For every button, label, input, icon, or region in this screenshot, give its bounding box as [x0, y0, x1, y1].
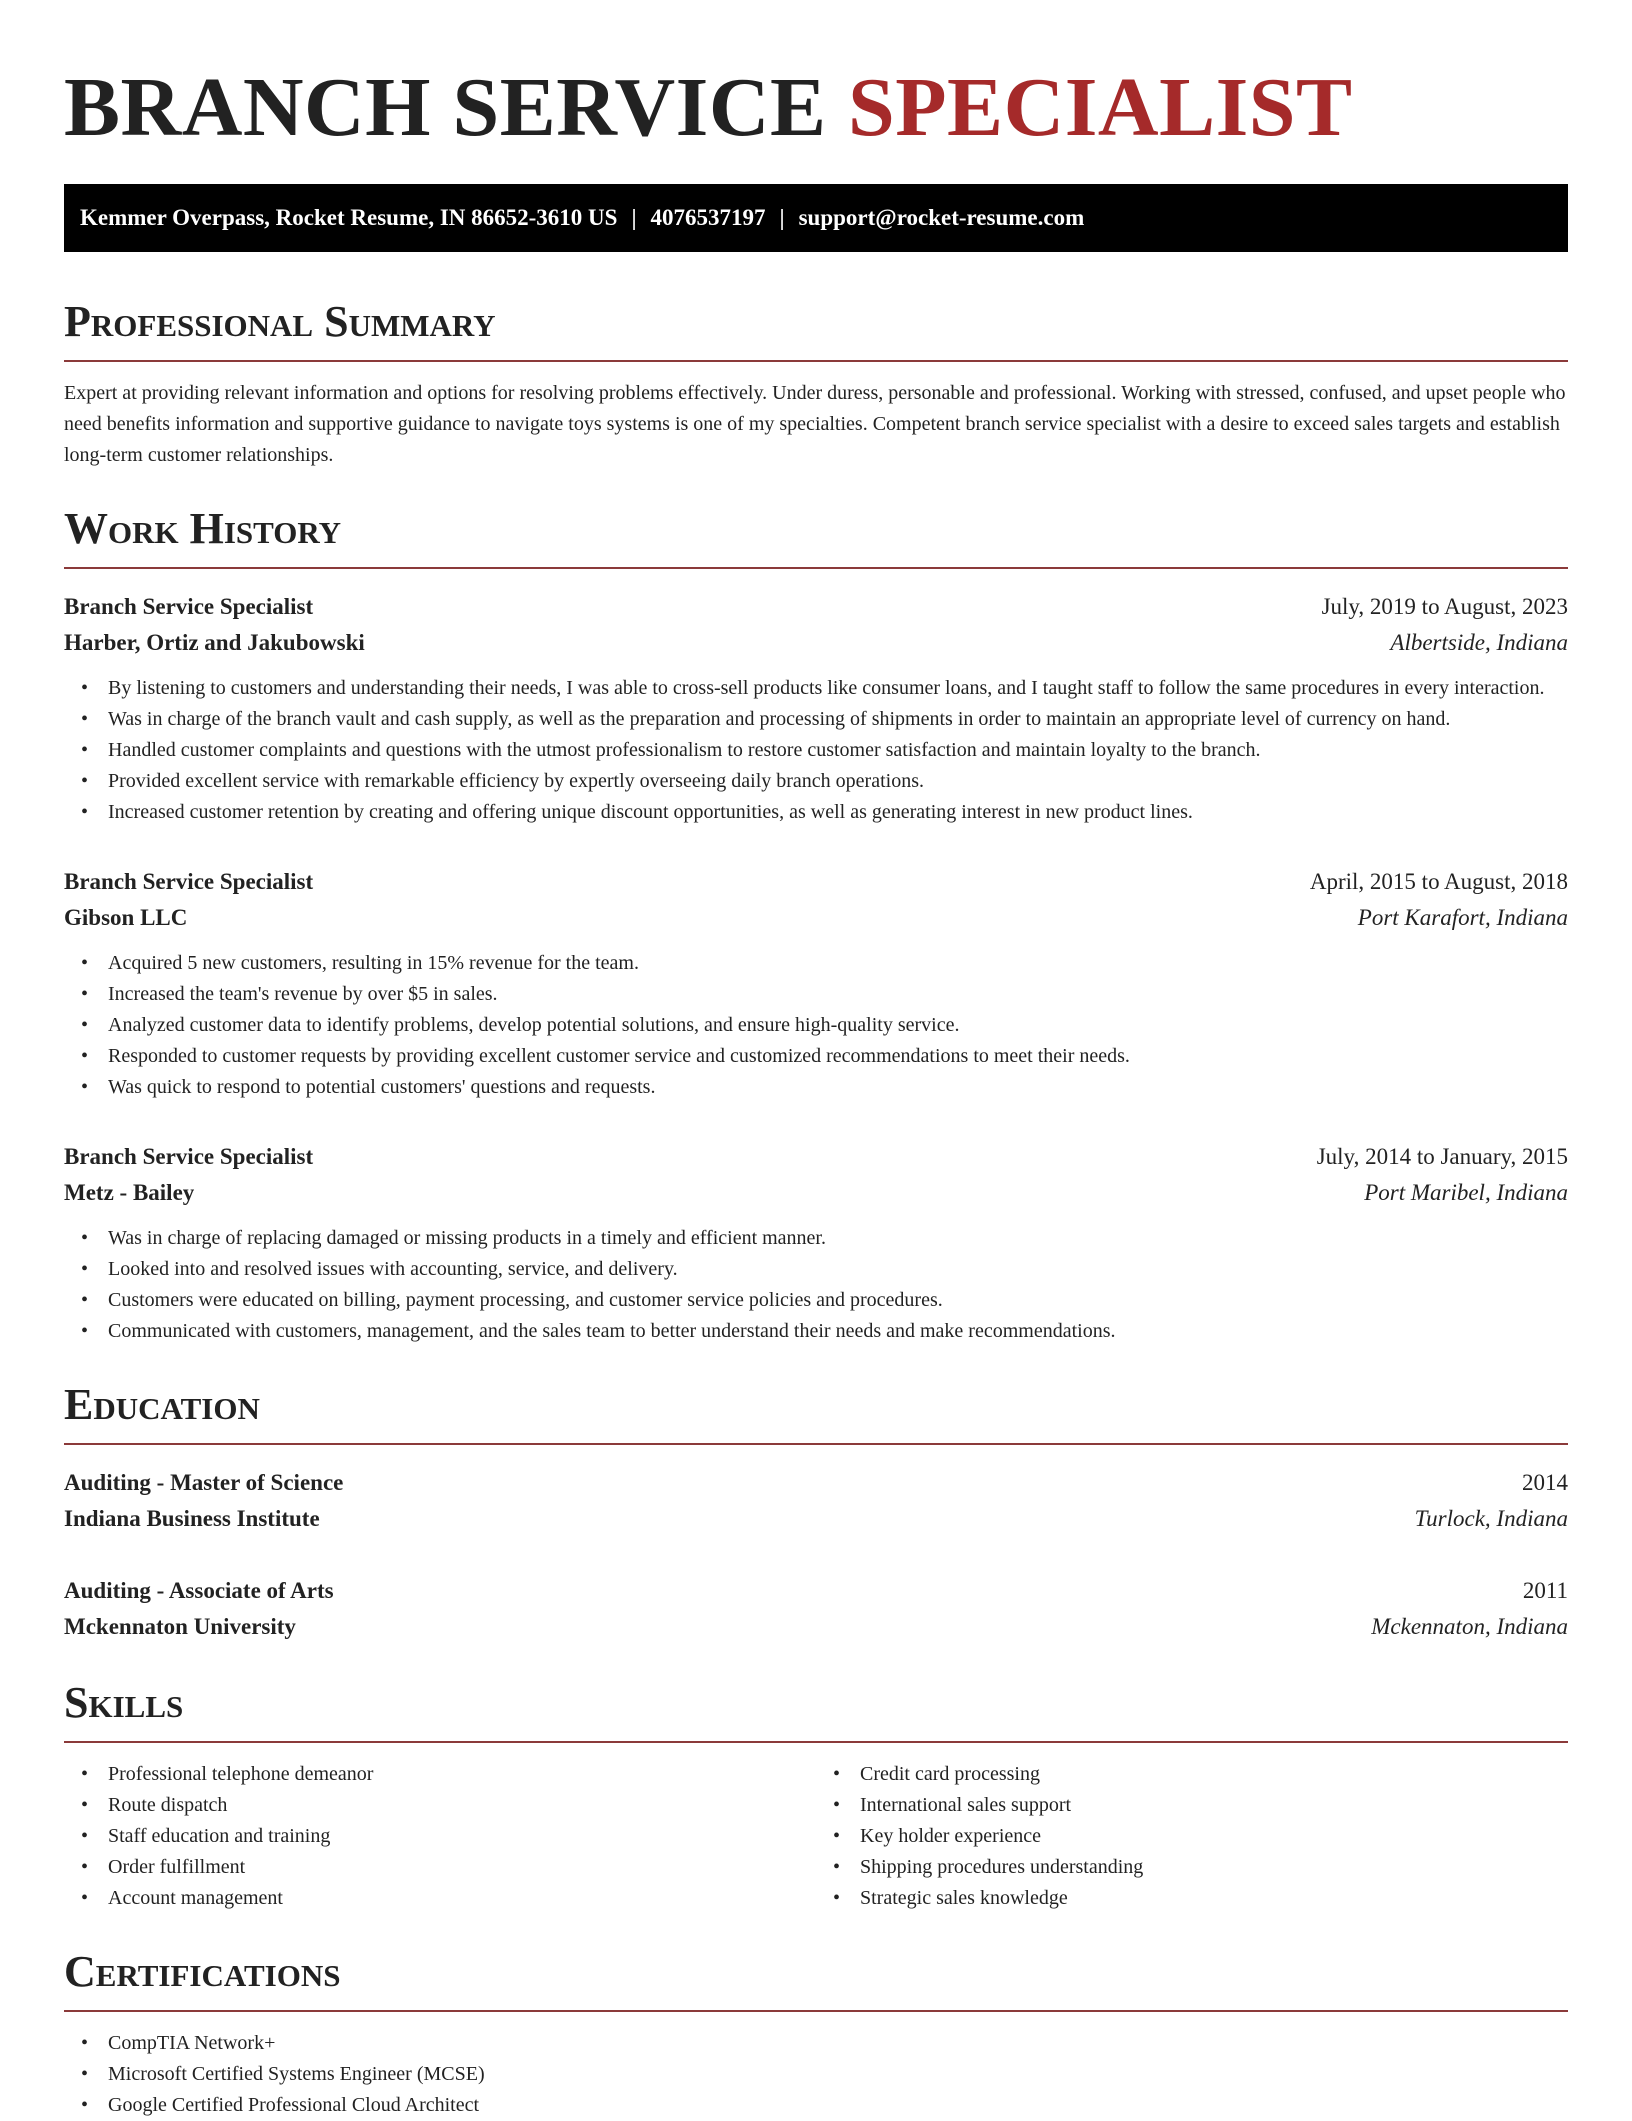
certification-item: • CompTIA Network+ — [108, 2028, 1568, 2059]
job-location: Port Maribel, Indiana — [1364, 1180, 1568, 1205]
contact-bar — [64, 184, 1568, 252]
job-header-row — [64, 589, 1568, 625]
education-year: 2011 — [1522, 1578, 1568, 1603]
job-company-row — [64, 1175, 1568, 1211]
job-entry — [64, 864, 1568, 1103]
job-bullet: • Handled customer complaints and questions with the utmost professionalism to restore customer satisfaction and maintain loyalty to the branch. — [108, 735, 1568, 766]
education-degree: Auditing - Master of Science — [64, 1470, 344, 1495]
job-company: Harber, Ortiz and Jakubowski — [64, 630, 365, 655]
section-divider — [64, 1443, 1568, 1445]
education-school: Indiana Business Institute — [64, 1506, 320, 1531]
skill-item: • Key holder experience — [860, 1821, 1568, 1852]
education-degree-row — [64, 1573, 1568, 1609]
section-divider — [64, 360, 1568, 362]
contact-email: support@rocket-resume.com — [798, 205, 1085, 230]
skill-item: • Order fulfillment — [108, 1852, 816, 1883]
summary-text: Expert at providing relevant information and options for resolving problems effectively. Under duress, personable and professional. Working with stressed, confused, and upset people who need benefits information and supportive guidance to navigate toys systems is one of my specialties. Competent branch service specialist with a desire to exceed sales targets and establish long-term customer relationships. — [64, 382, 1566, 466]
job-company-row — [64, 625, 1568, 661]
certifications-section — [64, 1947, 1568, 2121]
job-company: Metz - Bailey — [64, 1180, 195, 1205]
education-location: Mckennaton, Indiana — [1371, 1614, 1568, 1639]
contact-phone: 4076537197 — [650, 205, 766, 230]
skill-item: • International sales support — [860, 1790, 1568, 1821]
skill-item: • Professional telephone demeanor — [108, 1759, 816, 1790]
job-location: Port Karafort, Indiana — [1357, 905, 1568, 930]
job-bullet: • By listening to customers and understanding their needs, I was able to cross-sell products like consumer loans, and I taught staff to follow the same procedures in every interaction. — [108, 673, 1568, 704]
name-part-primary: BRANCH SERVICE — [64, 61, 827, 154]
education-entry — [64, 1573, 1568, 1645]
section-divider — [64, 1741, 1568, 1743]
section-divider — [64, 2010, 1568, 2012]
job-bullet: • Increased customer retention by creating and offering unique discount opportunities, as well as generating interest in new product lines. — [108, 797, 1568, 828]
job-bullet: • Customers were educated on billing, payment processing, and customer service policies and procedures. — [108, 1285, 1568, 1316]
job-bullets — [64, 948, 1568, 1103]
skills-section — [64, 1678, 1568, 1914]
job-bullet: • Responded to customer requests by providing excellent customer service and customized recommendations to meet their needs. — [108, 1041, 1568, 1072]
job-bullet: • Analyzed customer data to identify problems, develop potential solutions, and ensure high-quality service. — [108, 1010, 1568, 1041]
job-bullet: • Acquired 5 new customers, resulting in 15% revenue for the team. — [108, 948, 1568, 979]
skills-heading: Skills — [64, 1678, 184, 1727]
job-dates: April, 2015 to August, 2018 — [1309, 869, 1568, 894]
skill-item: • Credit card processing — [860, 1759, 1568, 1790]
name-part-accent: SPECIALIST — [848, 61, 1353, 154]
summary-heading: Professional Summary — [64, 297, 496, 346]
job-entry — [64, 589, 1568, 828]
education-school: Mckennaton University — [64, 1614, 296, 1639]
job-bullet: • Was in charge of replacing damaged or missing products in a timely and efficient manner. — [108, 1223, 1568, 1254]
job-title: Branch Service Specialist — [64, 869, 314, 894]
contact-separator: | — [779, 205, 785, 230]
job-company: Gibson LLC — [64, 905, 188, 930]
job-title: Branch Service Specialist — [64, 1144, 314, 1169]
skills-grid — [64, 1759, 1568, 1914]
job-bullet: • Increased the team's revenue by over $5 in sales. — [108, 979, 1568, 1010]
education-degree-row — [64, 1465, 1568, 1501]
education-section — [64, 1380, 1568, 1645]
certifications-heading: Certifications — [64, 1947, 341, 1996]
skill-item: • Strategic sales knowledge — [860, 1883, 1568, 1914]
education-heading: Education — [64, 1380, 260, 1429]
skills-list-left — [64, 1759, 816, 1914]
job-dates: July, 2014 to January, 2015 — [1316, 1144, 1568, 1169]
job-header-row — [64, 1139, 1568, 1175]
job-bullets — [64, 673, 1568, 828]
job-bullet: • Was in charge of the branch vault and cash supply, as well as the preparation and processing of shipments in order to maintain an appropriate level of currency on hand. — [108, 704, 1568, 735]
job-bullet: • Communicated with customers, management, and the sales team to better understand their needs and make recommendations. — [108, 1316, 1568, 1347]
education-degree: Auditing - Associate of Arts — [64, 1578, 334, 1603]
education-school-row — [64, 1609, 1568, 1645]
summary-section — [64, 297, 1568, 471]
job-bullet: • Looked into and resolved issues with accounting, service, and delivery. — [108, 1254, 1568, 1285]
education-year: 2014 — [1522, 1470, 1568, 1495]
job-entry — [64, 1139, 1568, 1347]
job-bullet: • Was quick to respond to potential customers' questions and requests. — [108, 1072, 1568, 1103]
education-location: Turlock, Indiana — [1414, 1506, 1568, 1531]
resume-name — [64, 61, 1568, 154]
job-bullets — [64, 1223, 1568, 1347]
work-history-heading: Work History — [64, 504, 342, 553]
education-entry — [64, 1465, 1568, 1537]
skill-item: • Account management — [108, 1883, 816, 1914]
work-history-section — [64, 504, 1568, 1347]
job-header-row — [64, 864, 1568, 900]
skill-item: • Shipping procedures understanding — [860, 1852, 1568, 1883]
job-company-row — [64, 900, 1568, 936]
skills-list-right — [816, 1759, 1568, 1914]
contact-separator: | — [631, 205, 637, 230]
education-school-row — [64, 1501, 1568, 1537]
certification-item: • Google Certified Professional Cloud Architect — [108, 2090, 1568, 2121]
job-bullet: • Provided excellent service with remarkable efficiency by expertly overseeing daily branch operations. — [108, 766, 1568, 797]
job-dates: July, 2019 to August, 2023 — [1321, 594, 1568, 619]
section-divider — [64, 567, 1568, 569]
skill-item: • Route dispatch — [108, 1790, 816, 1821]
contact-address: Kemmer Overpass, Rocket Resume, IN 86652-3610 US — [80, 205, 618, 230]
skill-item: • Staff education and training — [108, 1821, 816, 1852]
job-title: Branch Service Specialist — [64, 594, 314, 619]
certifications-list — [64, 2028, 1568, 2121]
certification-item: • Microsoft Certified Systems Engineer (MCSE) — [108, 2059, 1568, 2090]
job-location: Albertside, Indiana — [1390, 630, 1568, 655]
